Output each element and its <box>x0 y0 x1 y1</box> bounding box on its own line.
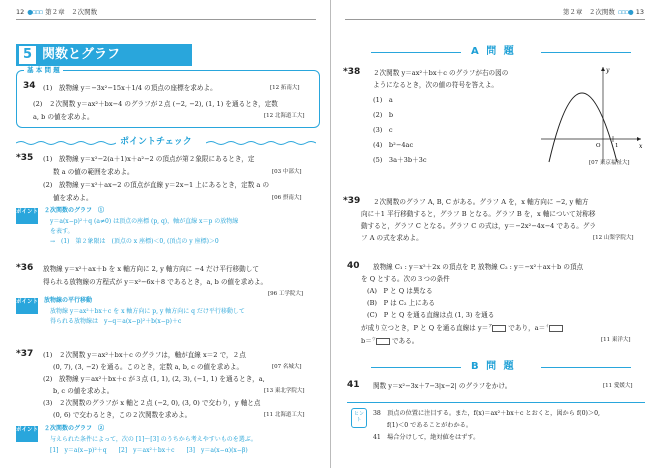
q37-source1: [07 名城大] <box>272 364 302 370</box>
q35-line3: (2) 放物線 y＝x²＋ax−2 の頂点が直線 y＝2x−1 上にあるとき，定数 a の <box>43 181 270 189</box>
q37-point-badge: ポイント <box>16 426 38 442</box>
q36-hint-line1: 放物線 y＝ax²＋bx＋c を x 軸方向に p, y 軸方向に q だけ平行移動して <box>50 308 245 315</box>
q41-text: 関数 y＝x²−3x＋7−3|x−2| のグラフをかけ。 <box>373 382 512 390</box>
q40-line3-text: が成り立つとき，P と Q を通る直線は y＝ <box>361 324 489 333</box>
q39-source: [12 山梨学院大] <box>593 235 634 241</box>
q38-item5: (5) 3a＋3b＋3c <box>373 156 427 164</box>
q39-line4: フ A の式を求めよ。 <box>361 234 423 242</box>
q36-hint-line2: 得られる放物線は y−q＝a(x−p)²＋b(x−p)＋c <box>50 318 182 325</box>
q39-line1: ２次関数のグラフ A, B, C がある。グラフ A を，x 軸方向に −2, y 軸方 <box>373 198 589 206</box>
right-header: 第２章 ２次関数 ▫▫▫● 13 <box>562 8 644 16</box>
q37-line5: (3) ２次関数のグラフが x 軸と２点 (−2, 0), (3, 0) で交わり，y 軸と点 <box>43 399 261 407</box>
q38-line2: ようになるとき，次の値の符号を答えよ。 <box>373 81 499 89</box>
q40-cond-a: (A) P と Q は異なる <box>367 287 433 295</box>
hint-41: 41 場合分けして，絶対値をはずす。 <box>373 434 480 441</box>
q36-source: [96 工学院大] <box>268 291 304 297</box>
q35-hint-line1: y＝a(x−p)²＋q (a≠0) は頂点の座標 (p, q)，軸が直線 x＝p の放物線 <box>50 218 239 225</box>
b-section-title: B 問 題 <box>471 361 516 372</box>
q40-line2: を Q とする。次の３つの条件 <box>361 275 450 283</box>
q37-line1: (1) ２次関数 y＝ax²＋bx＋c のグラフは，軸が直線 x＝2 で，２点 <box>43 351 246 359</box>
q40-cond-b: (B) P は C₂ 上にある <box>367 299 435 307</box>
q38-line1: ２次関数 y＝ax²＋bx＋c のグラフが右の図の <box>373 69 509 77</box>
origin-label: O <box>596 143 601 149</box>
right-chapter: 第２章 ２次関数 <box>562 8 615 16</box>
kihon-label: 基 本 問 題 <box>24 66 63 75</box>
q34-source1: [12 拓南大] <box>270 85 300 91</box>
q40-blank-b-mark: イ <box>545 323 550 328</box>
q37-number: *37 <box>16 349 34 359</box>
point-wave-right <box>206 140 316 146</box>
q38-item1: (1) a <box>373 96 393 104</box>
hint-38-line2: f(1)＜0 であることがわかる。 <box>387 422 473 429</box>
x-axis-arrow <box>637 137 641 141</box>
q37-num: 37 <box>20 349 34 359</box>
header-rule-right <box>345 19 645 20</box>
section-title: 関数とグラフ <box>42 47 121 62</box>
q38-item2: (2) b <box>373 111 394 119</box>
section-number: 5 <box>19 46 36 64</box>
right-page <box>330 0 660 468</box>
header-rule <box>16 19 316 20</box>
left-page-number: 12 <box>16 8 25 16</box>
q34-line1: (1) 放物線 y＝−3x²−15x＋1/4 の頂点の座標を求めよ。 <box>43 84 217 92</box>
q35-number: *35 <box>16 153 34 163</box>
left-chapter: 第２章 ２次関数 <box>45 8 98 16</box>
q40-line3-text2: であり，a＝ <box>508 324 546 333</box>
q40-line4-text2: である。 <box>391 337 419 346</box>
q35-line4: 値を求めよ。 <box>53 194 93 202</box>
q36-number: *36 <box>16 263 34 273</box>
q40-blank-b[interactable] <box>549 325 563 332</box>
q35-line1: (1) 放物線 y＝x²−2(a＋1)x＋a²−2 の頂点が第２象限にあるとき，定 <box>43 155 255 163</box>
q34-number: 34 <box>23 81 36 91</box>
q40-blank-c-mark: ウ <box>371 336 376 341</box>
q37-source3: [11 北海道工大] <box>264 412 305 418</box>
q35-hint-title: ２次関数のグラフ ① <box>44 207 105 214</box>
tick-one-label: 1 <box>615 143 619 149</box>
q35-point-badge: ポイント <box>16 208 38 224</box>
q37-hint-line2: [1] y＝a(x−p)²＋q [2] y＝ax²＋bx＋c [3] y＝a(x−α)(x−β) <box>50 447 248 454</box>
left-header: 12 ●▫▫▫ 第２章 ２次関数 <box>16 8 98 16</box>
q38-num: 38 <box>347 67 361 77</box>
q39-number: *39 <box>343 196 361 206</box>
q36-line1: 放物線 y＝x²＋ax＋b を x 軸方向に 2, y 軸方向に −4 だけ平行移動して <box>43 265 259 273</box>
q40-source: [11 東洋大] <box>601 337 631 343</box>
point-check-title: ポイントチェック <box>120 137 192 147</box>
y-axis-arrow <box>601 67 605 71</box>
q40-number: 40 <box>347 261 360 271</box>
q35-source2: [06 摂南大] <box>272 195 302 201</box>
q40-cond-c: (C) P と Q を通る直線は点 (1, 3) を通る <box>367 311 495 319</box>
axis-x-label: x <box>639 143 643 150</box>
q38-parabola-graph <box>531 64 646 164</box>
q36-hint-title: 放物線の平行移動 <box>44 297 93 304</box>
point-wave-left <box>16 140 116 146</box>
q37-hint-line1: 与えられた条件によって，次の [1]〜[3] のうちから考えやすいものを選ぶ。 <box>50 436 257 443</box>
hint-rule <box>347 402 645 403</box>
q38-item4: (4) b²−4ac <box>373 141 414 149</box>
right-page-number: 13 <box>635 8 644 16</box>
q38-number: *38 <box>343 67 361 77</box>
q34-source2: [12 北海道工大] <box>264 113 305 119</box>
hint-38-line1: 38 頂点の位置に注目する。また，f(x)＝ax²＋bx＋c とおくと，図から f(0)＞0, <box>373 410 601 417</box>
q37-line3: (2) 放物線 y＝ax²＋bx＋c が３点 (1, 1), (2, 3), (−1, 1) を通るとき，a, <box>43 375 265 383</box>
q36-point-badge: ポイント <box>16 298 38 314</box>
q37-line6: (0, 6) で交わるとき，この２次関数を求めよ。 <box>53 411 192 419</box>
q37-line4: b, c の値を求めよ。 <box>53 387 114 395</box>
q35-line2: 数 a の値の範囲を求めよ。 <box>53 168 134 176</box>
q36-line2: 得られる放物線の方程式が y＝x²−6x＋8 であるとき，a, b の値を求めよ。 <box>43 278 268 286</box>
a-section-title: A 問 題 <box>471 46 516 57</box>
q40-line1: 放物線 C₁ : y＝x²＋2x の頂点を P, 放物線 C₂ : y＝−x²＋ax＋b の頂点 <box>373 263 584 271</box>
q38-item3: (3) c <box>373 126 393 134</box>
q37-line2: (0, 7), (3, −2) を通る。このとき，定数 a, b, c の値を求めよ。 <box>53 363 244 371</box>
q40-line4-text: b＝ <box>361 337 372 346</box>
q37-hint-title: ２次関数のグラフ ② <box>44 425 105 432</box>
q35-num: 35 <box>20 153 34 163</box>
q34-line2: (2) ２次関数 y＝ax²＋bx−4 のグラフが２点 (−2, −2), (1, 1) を通るとき，定数 a, b の値を求めよ。 <box>33 100 278 121</box>
q40-blank-a-mark: ア <box>488 323 493 328</box>
q39-line2: 向に＋1 平行移動すると，グラフ B となる。グラフ B を，x 軸について対称移 <box>361 210 596 218</box>
q41-number: 41 <box>347 380 360 390</box>
q40-blank-a[interactable] <box>492 325 506 332</box>
parabola-curve <box>549 93 617 162</box>
q37-source2: [13 東北学院大] <box>264 388 305 394</box>
q39-line3: 動すると，グラフ C となる。グラフ C の式は，y＝−2x²−4x−4 である。グラ <box>361 222 596 230</box>
q40-line4 <box>361 336 418 346</box>
q35-source1: [03 中部大] <box>272 169 302 175</box>
q40-line3 <box>361 323 563 333</box>
q39-num: 39 <box>347 196 361 206</box>
q40-blank-c[interactable] <box>376 338 390 345</box>
q38-source: [07 東京福祉大] <box>589 160 630 166</box>
axis-y-label: y <box>606 67 610 74</box>
q41-source: [11 愛媛大] <box>603 383 633 389</box>
q35-hint-line2: を表す。 <box>50 228 74 235</box>
q35-hint-line3: → (1) 第２象限は (頂点の x 座標)＜0, (頂点の y 座標)＞0 <box>50 238 219 245</box>
hint-badge: ヒント <box>351 408 367 428</box>
q36-num: 36 <box>20 263 34 273</box>
